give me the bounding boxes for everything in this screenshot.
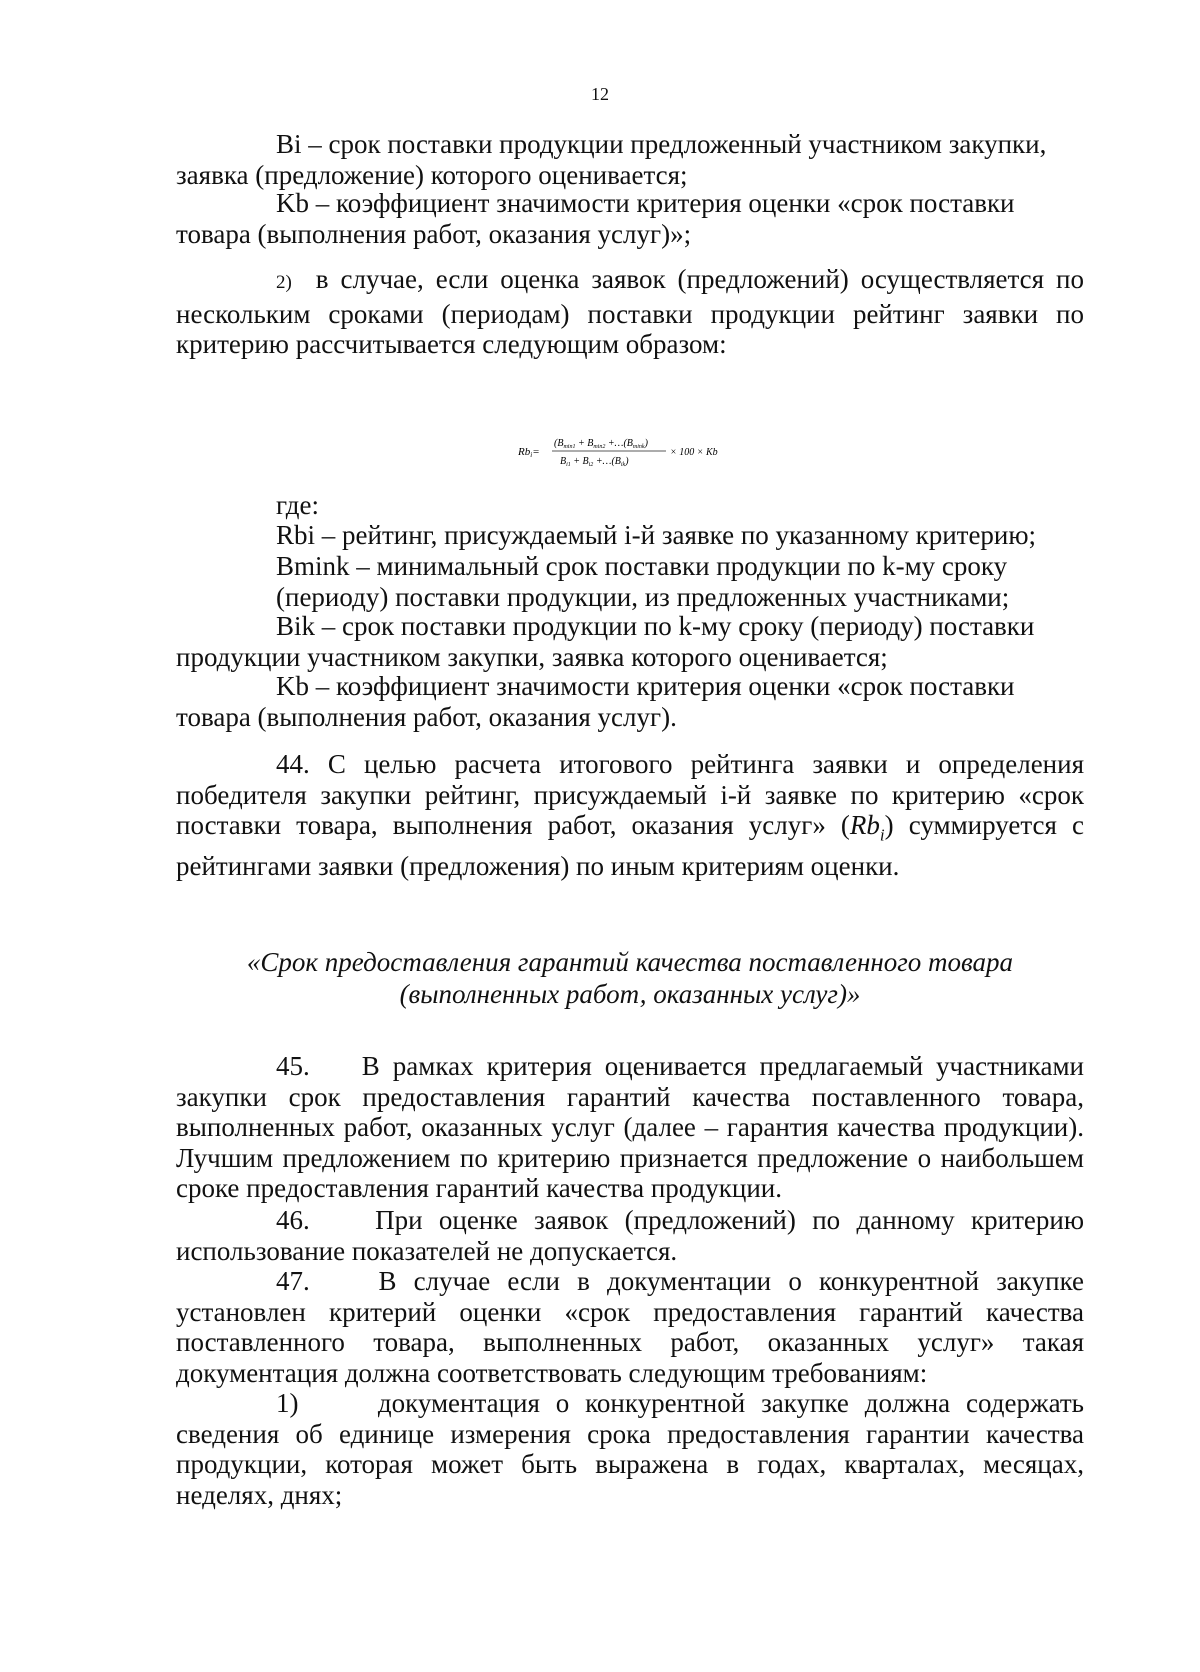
formula-multiplier: × 100 × Kb bbox=[670, 447, 718, 458]
paragraph-47-item-1: 1) документация о конкурентной закупке должна содержать сведения об единице измерения срока предоставления гарантии качества продукции, которая может быть выражена в годах, кварталах, месяцах, неделях, днях; bbox=[176, 1388, 1084, 1510]
definition-bi bbox=[176, 129, 1084, 190]
formula-numerator: ($B_{min1} + B_{min2}$ $+\dots(B_{mink})$ bbox=[554, 438, 648, 450]
definition-bik bbox=[176, 611, 1084, 672]
paragraph-45: 45. В рамках критерия оценивается предлагаемый участниками закупки срок предоставления гарантий качества поставленного товара, выполненных работ, оказанных услуг (далее – гарантия качества продукции). Лучшим предложением по критерию признается предложение о наибольшем сроке предоставления гарантий качества продукции. bbox=[176, 1051, 1084, 1203]
rbi-symbol: $Rb_i$ bbox=[849, 810, 885, 845]
paragraph-47-number: 47. bbox=[276, 1266, 310, 1296]
definition-bi-line2: заявка (предложение) которого оценивается; bbox=[176, 159, 688, 190]
definition-bmink-line1: Bmink – минимальный срок поставки продукции по k-му сроку bbox=[276, 551, 1008, 581]
definition-bmink bbox=[176, 551, 1084, 612]
paragraph-46: 46. При оценке заявок (предложений) по данному критерию использование показателей не допускается. bbox=[176, 1205, 1084, 1266]
paragraph-47-item-1-number: 1) bbox=[276, 1388, 299, 1418]
item-2-rest: нескольким сроками (периодам) поставки продукции рейтинг заявки по критерию рассчитывается следующим образом: bbox=[176, 298, 1084, 359]
definition-kb-1-line2: товара (выполнения работ, оказания услуг)»; bbox=[176, 218, 692, 249]
section-heading-line2: (выполненных работ, оказанных услуг)» bbox=[399, 979, 861, 1009]
paragraph-47: 47. В случае если в документации о конкурентной закупке установлен критерий оценки «срок предоставления гарантий качества поставленного товара, выполненных работ, оказанных услуг» такая документация должна соответствовать следующим требованиям: bbox=[176, 1266, 1085, 1388]
definition-rbi: Rbi – рейтинг, присуждаемый i-й заявке по указанному критерию; bbox=[276, 520, 1037, 550]
definition-bi-line1: Bi – срок поставки продукции предложенный участником закупки, bbox=[276, 129, 1047, 159]
section-heading-line1: «Срок предоставления гарантий качества поставленного товара bbox=[246, 947, 1014, 977]
definition-bik-line2: продукции участником закупки, заявка которого оценивается; bbox=[176, 641, 888, 672]
item-2-number: 2) bbox=[276, 272, 292, 293]
definition-kb-1 bbox=[176, 188, 1084, 249]
rating-formula bbox=[518, 428, 768, 474]
paragraph-44: 44. С целью расчета итогового рейтинга заявки и определения победителя закупки рейтинг, присуждаемый i-й заявке по критерию «срок поставки товара, выполнения работ, оказания услуг» $(Rb_i)$ суммируется с рейтингами заявки (предложения) по иным критериям оценки. bbox=[176, 749, 1084, 881]
page-number: 12 bbox=[591, 84, 609, 104]
formula-lhs: Rbi= bbox=[518, 446, 540, 459]
paragraph-45-number: 45. bbox=[276, 1051, 310, 1081]
definition-kb-2 bbox=[176, 671, 1084, 732]
definition-kb-2-line1: Kb – коэффициент значимости критерия оценки «срок поставки bbox=[276, 671, 1015, 701]
where-label: где: bbox=[276, 490, 319, 520]
section-heading bbox=[176, 946, 1084, 1010]
paragraph-44-line1: 44. С целью расчета итогового рейтинга заявки и определения bbox=[276, 749, 1084, 779]
definition-bmink-line2: (периоду) поставки продукции, из предложенных участниками; bbox=[276, 581, 1010, 612]
formula-denominator: $B_{i1} + B_{i2}$ $+\dots(B_{ik})$ bbox=[560, 456, 629, 468]
item-2 bbox=[176, 264, 1084, 360]
paragraph-46-number: 46. bbox=[276, 1205, 310, 1235]
definition-bik-line1: Bik – срок поставки продукции по k-му сроку (периоду) поставки bbox=[276, 611, 1035, 641]
definition-kb-2-line2: товара (выполнения работ, оказания услуг). bbox=[176, 701, 677, 732]
item-2-line1: в случае, если оценка заявок (предложений) осуществляется по bbox=[315, 264, 1084, 294]
definition-kb-1-line1: Kb – коэффициент значимости критерия оценки «срок поставки bbox=[276, 188, 1015, 218]
